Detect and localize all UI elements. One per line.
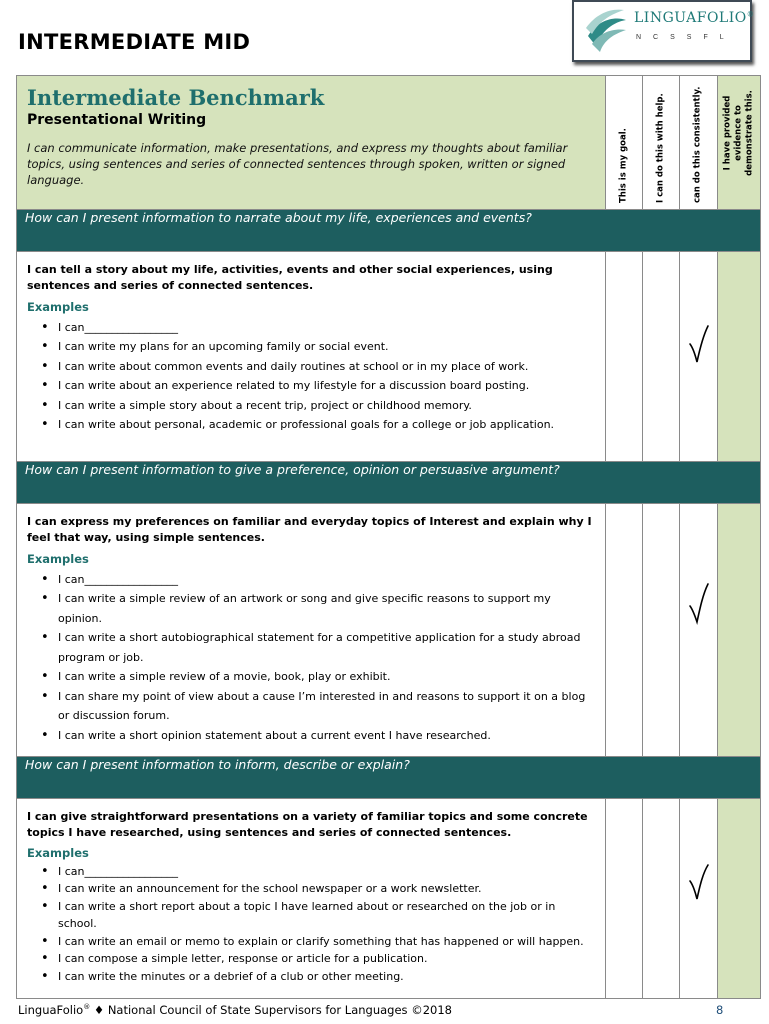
examples-list bbox=[27, 318, 595, 435]
can-do-statement: I can give straightforward presentations on a variety of familiar topics and some concrete topics I have researched, using sentences and series of connected sentences. bbox=[27, 810, 588, 839]
checkbox-goal[interactable] bbox=[605, 799, 642, 999]
column-header-with-help: I can do this with help. bbox=[643, 76, 680, 210]
example-item: • I can write my plans for an upcoming family or social event. bbox=[41, 337, 595, 357]
can-do-statement: I can tell a story about my life, activities, events and other social experiences, using sentences and series of connected sentences. bbox=[27, 263, 553, 292]
footer-text: ♦ National Council of State Supervisors for Languages ©2018 bbox=[90, 1003, 452, 1017]
example-item: • I can write about an experience related to my lifestyle for a discussion board posting. bbox=[41, 376, 595, 396]
column-header-evidence: I have provided evidence to demonstrate this. bbox=[717, 76, 760, 210]
checkmark-icon bbox=[688, 582, 710, 626]
question-row bbox=[17, 210, 761, 252]
example-item: • I can_________________ bbox=[41, 318, 595, 338]
footer-brand: LinguaFolio bbox=[18, 1003, 84, 1017]
question-text: How can I present information to give a preference, opinion or persuasive argument? bbox=[17, 462, 761, 504]
benchmark-title: Intermediate Benchmark bbox=[27, 85, 325, 110]
can-do-statement: I can express my preferences on familiar and everyday topics of Interest and explain why I feel that way, using simple sentences. bbox=[27, 515, 592, 544]
example-item: • I can write an announcement for the school newspaper or a work newsletter. bbox=[41, 880, 595, 898]
examples-list bbox=[27, 863, 595, 986]
checkmark-icon bbox=[688, 863, 710, 903]
question-row bbox=[17, 462, 761, 504]
example-item: • I can write a short report about a topic I have learned about or researched on the job or in school. bbox=[41, 898, 595, 933]
example-item: • I can write a simple review of an artwork or song and give specific reasons to support my opinion. bbox=[41, 589, 595, 628]
checklist-table bbox=[16, 75, 761, 999]
logo-wave-icon bbox=[584, 6, 630, 54]
question-row bbox=[17, 757, 761, 799]
page-heading: INTERMEDIATE MID bbox=[18, 30, 251, 54]
checkbox-consistently[interactable] bbox=[680, 799, 717, 999]
checkbox-with-help[interactable] bbox=[643, 252, 680, 462]
example-item: • I can share my point of view about a cause I’m interested in and reasons to support it on a blog or discussion forum. bbox=[41, 687, 595, 726]
checkbox-goal[interactable] bbox=[605, 504, 642, 757]
checkbox-consistently[interactable] bbox=[680, 252, 717, 462]
question-text: How can I present information to narrate about my life, experiences and events? bbox=[17, 210, 761, 252]
example-item: • I can compose a simple letter, response or article for a publication. bbox=[41, 950, 595, 968]
can-do-statement-cell bbox=[17, 799, 606, 999]
examples-label: Examples bbox=[27, 846, 89, 860]
checkbox-evidence[interactable] bbox=[717, 252, 760, 462]
page-number: 8 bbox=[716, 1003, 724, 1017]
column-header-consistently: can do this consistently. bbox=[680, 76, 717, 210]
example-item: • I can write the minutes or a debrief of a club or other meeting. bbox=[41, 968, 595, 986]
linguafolio-logo bbox=[572, 0, 755, 62]
checkbox-with-help[interactable] bbox=[643, 799, 680, 999]
logo-name: LINGUAFOLIO® bbox=[634, 10, 755, 26]
can-do-row bbox=[17, 504, 761, 757]
example-item: • I can_________________ bbox=[41, 863, 595, 881]
example-item: • I can_________________ bbox=[41, 570, 595, 590]
checkmark-icon bbox=[688, 324, 710, 366]
checkbox-consistently[interactable] bbox=[680, 504, 717, 757]
checkbox-with-help[interactable] bbox=[643, 504, 680, 757]
benchmark-subtitle: Presentational Writing bbox=[27, 112, 207, 128]
logo-subtitle: NCSSFL bbox=[636, 34, 736, 41]
can-do-row bbox=[17, 252, 761, 462]
example-item: • I can write a short autobiographical statement for a competitive application for a study abroad program or job. bbox=[41, 628, 595, 667]
examples-label: Examples bbox=[27, 552, 89, 566]
can-do-row bbox=[17, 799, 761, 999]
example-item: • I can write a simple story about a recent trip, project or childhood memory. bbox=[41, 396, 595, 416]
question-text: How can I present information to inform, describe or explain? bbox=[17, 757, 761, 799]
checkbox-goal[interactable] bbox=[605, 252, 642, 462]
benchmark-description: I can communicate information, make presentations, and express my thoughts about familiar topics, using sentences and series of connected sentences through spoken, written or signed language. bbox=[27, 141, 568, 187]
example-item: • I can write a simple review of a movie, book, play or exhibit. bbox=[41, 667, 595, 687]
example-item: • I can write an email or memo to explain or clarify something that has happened or will happen. bbox=[41, 933, 595, 951]
checkbox-evidence[interactable] bbox=[717, 504, 760, 757]
checkbox-evidence[interactable] bbox=[717, 799, 760, 999]
benchmark-header bbox=[17, 76, 606, 210]
column-header-goal: This is my goal. bbox=[605, 76, 642, 210]
examples-label: Examples bbox=[27, 300, 89, 314]
can-do-statement-cell bbox=[17, 504, 606, 757]
example-item: • I can write about common events and daily routines at school or in my place of work. bbox=[41, 357, 595, 377]
can-do-statement-cell bbox=[17, 252, 606, 462]
example-item: • I can write a short opinion statement about a current event I have researched. bbox=[41, 726, 595, 746]
example-item: • I can write about personal, academic or professional goals for a college or job application. bbox=[41, 415, 595, 435]
footer: LinguaFolio® ♦ National Council of State Supervisors for Languages ©2018 bbox=[18, 1003, 452, 1017]
benchmark-header-row bbox=[17, 76, 761, 210]
examples-list bbox=[27, 570, 595, 746]
